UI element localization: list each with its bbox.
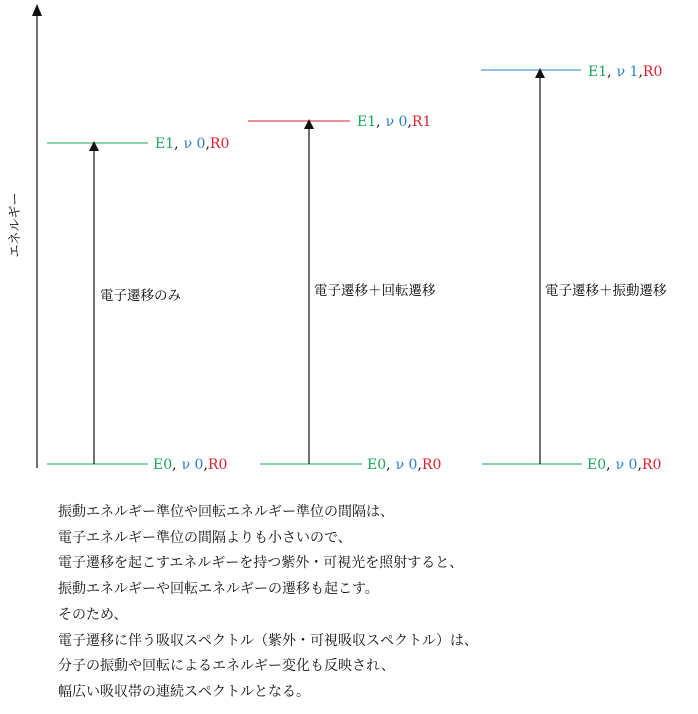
transition-caption: 電子遷移＋振動遷移: [545, 283, 667, 299]
upper-level-label: E1, ν 0,R1: [357, 114, 432, 130]
note-line: 振動エネルギー準位や回転エネルギー準位の間隔は、: [58, 504, 394, 520]
note-line: そのため、: [58, 606, 128, 623]
note-line: 分子の振動や回転によるエネルギー変化も反映され、: [58, 658, 395, 675]
note-line: 電子遷移を起こすエネルギーを持つ紫外・可視光を照射すると、: [58, 555, 464, 572]
note-line: 電子エネルギー準位の間隔よりも小さいので、: [58, 529, 352, 546]
transition-caption: 電子遷移＋回転遷移: [314, 283, 436, 299]
note-line: 電子遷移に伴う吸収スペクトル（紫外・可視吸収スペクトル）は、: [58, 632, 478, 649]
panel-electronic-vibrational: [481, 64, 667, 473]
panel-electronic-only: [47, 136, 229, 473]
note-line: 幅広い吸収帯の連続スペクトルとなる。: [58, 683, 310, 700]
upper-level-label: E1, ν 1,R0: [588, 64, 663, 80]
explanation-text: [58, 500, 478, 706]
lower-level-label: E0, ν 0,R0: [367, 457, 442, 473]
transition-caption: 電子遷移のみ: [100, 288, 181, 304]
lower-level-label: E0, ν 0,R0: [153, 457, 228, 473]
note-line: 振動エネルギーや回転エネルギーの遷移も起こす。: [58, 581, 379, 598]
upper-level-label: E1, ν 0,R0: [155, 136, 230, 152]
energy-axis-label: エネルギー: [8, 192, 23, 258]
panel-electronic-rotational: [248, 114, 441, 473]
lower-level-label: E0, ν 0,R0: [587, 457, 662, 473]
energy-axis-arrowhead: [32, 4, 42, 16]
